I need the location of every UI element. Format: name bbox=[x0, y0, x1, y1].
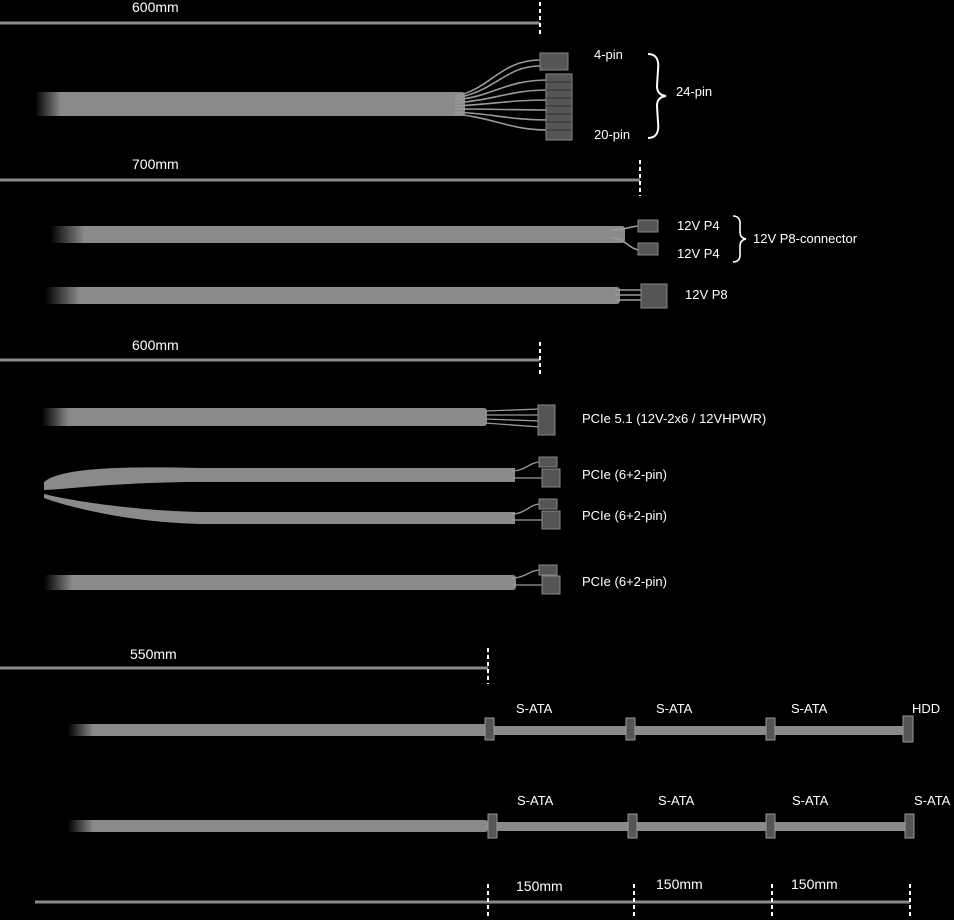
atx-4pin-connector bbox=[540, 53, 568, 70]
label-p4-a: 12V P4 bbox=[677, 218, 720, 233]
eps-p4-split-cable bbox=[50, 216, 858, 262]
label-pcie-a: PCIe (6+2-pin) bbox=[582, 467, 667, 482]
measure-label: 550mm bbox=[130, 646, 177, 662]
measure-label: 150mm bbox=[516, 878, 563, 894]
atx-24pin-cable bbox=[35, 47, 712, 142]
pcie-dual-cable bbox=[44, 457, 667, 529]
bracket-24pin bbox=[648, 54, 666, 138]
label-p8-group: 12V P8-connector bbox=[753, 231, 858, 246]
p4-connector-b bbox=[638, 243, 658, 255]
pcie-2pin-connector bbox=[539, 565, 557, 575]
label-hdd: HDD bbox=[912, 701, 941, 716]
label-sata: S-ATA bbox=[792, 793, 829, 808]
measure-label: 150mm bbox=[791, 876, 838, 892]
measure-label: 150mm bbox=[656, 876, 703, 892]
label-sata: S-ATA bbox=[658, 793, 695, 808]
sata-cable-row2 bbox=[68, 793, 951, 838]
measure-label: 600mm bbox=[132, 0, 179, 15]
p8-connector bbox=[641, 284, 667, 308]
p4-connector-a bbox=[638, 220, 658, 232]
sata-cable-row1 bbox=[68, 701, 940, 742]
measure-700mm bbox=[0, 156, 640, 196]
label-pcie51: PCIe 5.1 (12V-2x6 / 12VHPWR) bbox=[582, 411, 767, 426]
sata-connector bbox=[626, 718, 635, 740]
measure-label: 700mm bbox=[132, 156, 179, 172]
label-pcie-c: PCIe (6+2-pin) bbox=[582, 574, 667, 589]
pcie-6pin-connector bbox=[542, 469, 560, 487]
label-pcie-b: PCIe (6+2-pin) bbox=[582, 508, 667, 523]
label-sata: S-ATA bbox=[791, 701, 828, 716]
atx-cable-fanout bbox=[455, 60, 548, 130]
pcie-6pin-connector bbox=[542, 576, 560, 594]
sata-connector bbox=[485, 718, 494, 740]
sata-connector bbox=[766, 814, 775, 838]
label-sata: S-ATA bbox=[656, 701, 693, 716]
eps-p8-cable bbox=[45, 284, 728, 308]
pcie-2pin-connector bbox=[539, 499, 557, 509]
pcie51-connector bbox=[538, 405, 555, 435]
label-4pin: 4-pin bbox=[594, 47, 623, 62]
label-p4-b: 12V P4 bbox=[677, 246, 720, 261]
pcie-2pin-connector bbox=[539, 457, 557, 467]
label-sata: S-ATA bbox=[517, 793, 554, 808]
sata-connector bbox=[905, 814, 914, 838]
label-sata: S-ATA bbox=[914, 793, 951, 808]
sata-connector bbox=[766, 718, 775, 740]
label-p8: 12V P8 bbox=[685, 287, 728, 302]
label-24pin: 24-pin bbox=[676, 84, 713, 99]
measure-label: 600mm bbox=[132, 337, 179, 353]
pcie51-cable bbox=[42, 405, 766, 435]
measure-150mm-segments bbox=[35, 876, 910, 918]
sata-connector bbox=[488, 814, 497, 838]
label-20pin: 20-pin bbox=[594, 127, 631, 142]
measure-550mm bbox=[0, 646, 488, 684]
pcie-6pin-connector bbox=[542, 511, 560, 529]
sata-connector bbox=[628, 814, 637, 838]
bracket-p8 bbox=[733, 216, 746, 262]
pcie-single-cable bbox=[44, 565, 667, 594]
hdd-molex-connector bbox=[903, 716, 913, 742]
label-sata: S-ATA bbox=[516, 701, 553, 716]
measure-600mm-top bbox=[0, 0, 540, 36]
measure-600mm-pcie bbox=[0, 337, 540, 376]
